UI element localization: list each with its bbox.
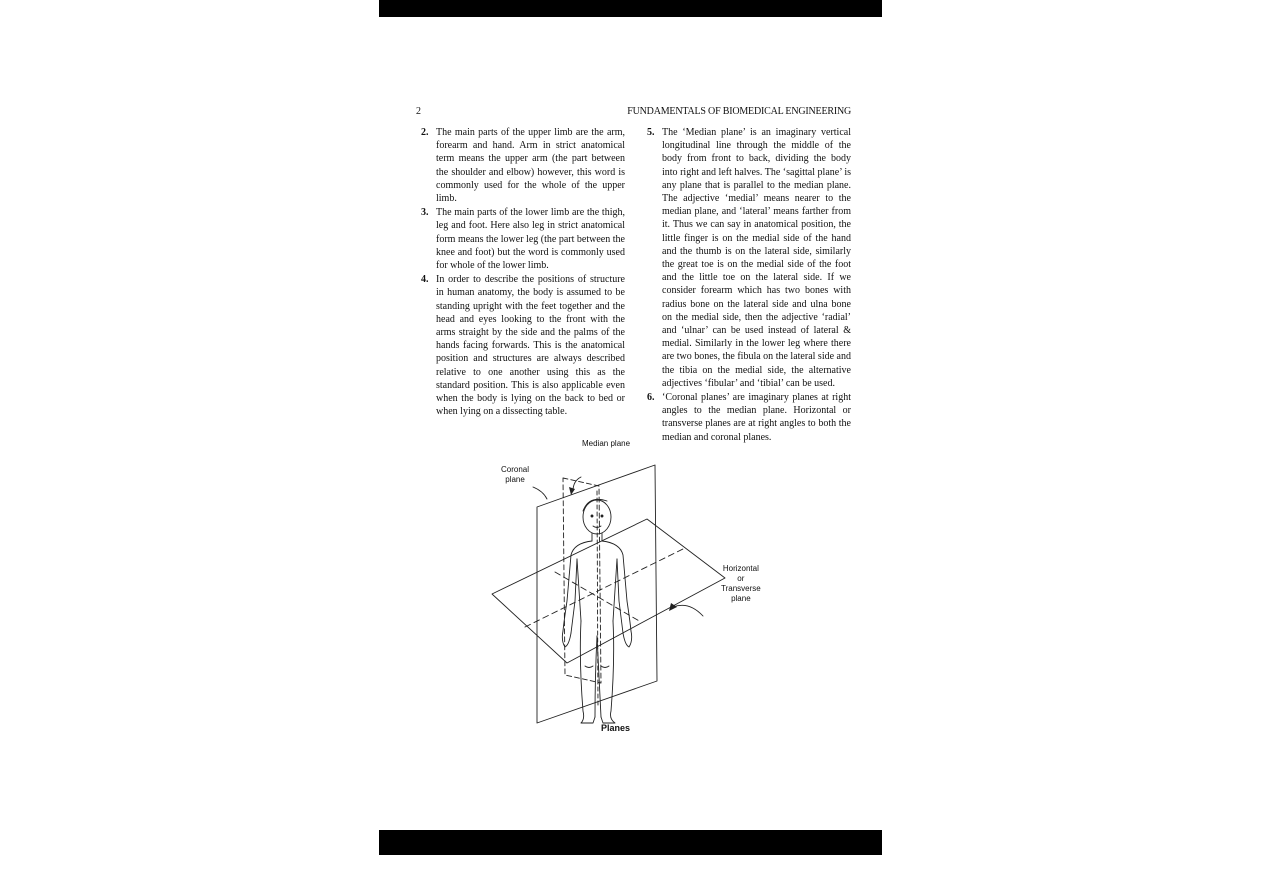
list-item (421, 273, 625, 418)
coronal-plane-label (501, 465, 529, 485)
list-item (421, 206, 625, 272)
horizontal-plane (492, 519, 725, 663)
list-item (647, 126, 851, 390)
list-item-number: 6. (647, 392, 655, 404)
list-item-text: The ‘Median plane’ is an imaginary vertical longitudinal line through the middle of the body from front to back, dividing the body into right and left halves. The ‘sagittal plane’ is any plane that is parallel to the median plane. The adjective ‘medial’ means nearer to the median plane, and ‘lateral’ means farther from it. Thus we can say in anatomical position, the little finger is on the medial side of the hand and the thumb is on the lateral side, similarly the great toe is on the medial side of the foot and the little toe on the lateral side. If we consider forearm which has two bones with radius bone on the lateral side and ulna bone on the medial side, then the adjective ‘radial’ and ‘ulnar’ can be used instead of lateral & medial. Similarly in the lower leg where there are two bones, the fibula on the lateral side and the tibia on the medial side, the alternative adjectives ‘fibular’ and ‘tibial’ can be used. (662, 127, 851, 389)
list-item-number: 5. (647, 127, 655, 138)
bottom-black-bar (379, 830, 882, 855)
right-column (647, 126, 851, 445)
horizontal-plane-label-line: or (737, 574, 745, 583)
top-black-bar (379, 0, 882, 17)
running-head: FUNDAMENTALS OF BIOMEDICAL ENGINEERING (627, 106, 851, 117)
horizontal-plane-label (721, 564, 761, 604)
coronal-plane (537, 465, 657, 723)
list-item (647, 391, 851, 444)
horizontal-plane-label-line: Transverse (721, 584, 761, 593)
figure-caption: Planes (601, 723, 631, 733)
horizontal-plane-label-line: Horizontal (722, 564, 759, 573)
planes-figure (489, 439, 769, 741)
page-number: 2 (416, 106, 421, 117)
list-item-text: The main parts of the upper limb are the arm, forearm and hand. Arm in strict anatomical term means the upper arm (the part between the shoulder and elbow) however, this word is commonly used for the whole of the upper limb. (436, 127, 625, 205)
list-item-number: 2. (421, 127, 429, 138)
list-item-number: 4. (421, 274, 429, 286)
left-column (421, 126, 625, 419)
list-item-text: ‘Coronal planes’ are imaginary planes at right angles to the median plane. Horizontal or transverse planes are at right angles to both the median and coronal planes. (662, 392, 851, 443)
median-plane-label: Median plane (582, 439, 631, 448)
document-page (379, 17, 882, 830)
list-item-number: 3. (421, 207, 429, 219)
coronal-plane-label-line: plane (505, 475, 525, 484)
horizontal-plane-label-line: plane (731, 594, 751, 603)
list-item (421, 126, 625, 205)
list-item-text: The main parts of the lower limb are the thigh, leg and foot. Here also leg in strict anatomical form means the lower leg (the part between the knee and foot) but the word is commonly used for whole of the lower limb. (436, 207, 625, 272)
coronal-plane-label-line: Coronal (501, 465, 530, 474)
list-item-text: In order to describe the positions of structure in human anatomy, the body is assumed to be standing upright with the feet together and the head and eyes looking to the front with the arms straight by the side and the palms of the hands facing forwards. This is the anatomical position and structures are always described relative to one another using this as the standard position. This is also applicable even when the body is lying on the back to bed or when lying on a dissecting table. (436, 274, 625, 418)
